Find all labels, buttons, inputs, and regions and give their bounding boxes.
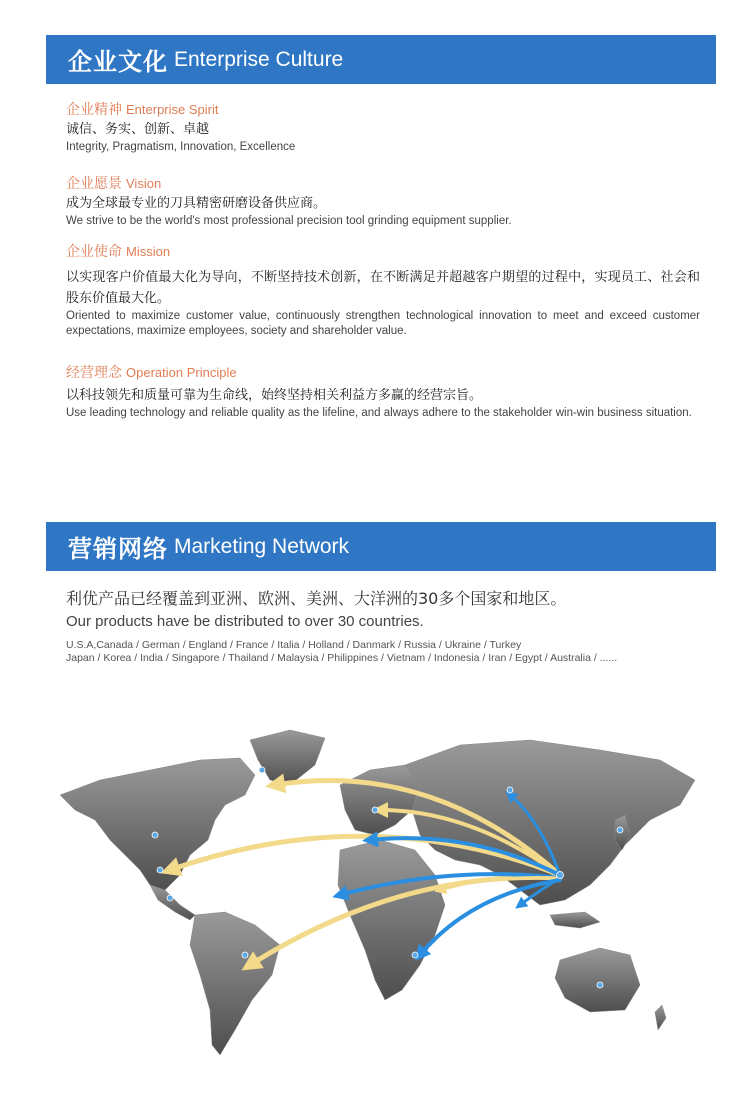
marker-brazil bbox=[242, 952, 248, 958]
world-map-illustration bbox=[40, 700, 720, 1070]
enterprise-spirit-heading bbox=[66, 101, 700, 119]
marker-usa bbox=[157, 867, 163, 873]
marketing-network-text bbox=[66, 587, 706, 665]
marketing-network-banner bbox=[46, 522, 716, 571]
central-america-landmass bbox=[150, 885, 195, 920]
mission-title-cn: 企业使命 bbox=[66, 244, 122, 260]
europe-landmass bbox=[340, 765, 420, 835]
vision-heading bbox=[66, 175, 700, 193]
marker-africa bbox=[412, 952, 418, 958]
operation-principle-heading bbox=[66, 364, 700, 382]
mission-section bbox=[66, 243, 700, 339]
operation-principle-text-en: Use leading technology and reliable quality as the lifeline, and always adhere to the stakeholder win-win business situation. bbox=[66, 407, 692, 419]
marker-japan bbox=[617, 827, 623, 833]
enterprise-spirit-title-en: Enterprise Spirit bbox=[126, 102, 219, 117]
australia-landmass bbox=[555, 948, 640, 1012]
marker-australia bbox=[597, 982, 603, 988]
vision-text-cn: 成为全球最专业的刀具精密研磨设备供应商。 bbox=[66, 196, 327, 211]
operation-principle-text-cn: 以科技领先和质量可靠为生命线，始终坚持相关利益方多赢的经营宗旨。 bbox=[66, 388, 483, 403]
south-america-landmass bbox=[190, 912, 280, 1055]
operation-principle-section bbox=[66, 364, 700, 421]
network-coverage-en: Our products have be distributed to over 30 countries. bbox=[66, 613, 424, 630]
enterprise-spirit-section bbox=[66, 101, 700, 155]
marker-greenland bbox=[259, 767, 265, 773]
vision-text-en: We strive to be the world's most professional precision tool grinding equipment supplier. bbox=[66, 215, 512, 227]
marketing-network-title-en: Marketing Network bbox=[174, 534, 350, 558]
mission-heading bbox=[66, 243, 700, 261]
operation-principle-title-cn: 经营理念 bbox=[66, 365, 122, 381]
marker-russia bbox=[507, 787, 513, 793]
countries-list bbox=[66, 639, 706, 665]
mission-title-en: Mission bbox=[126, 244, 171, 259]
enterprise-spirit-text-cn: 诚信、务实、创新、卓越 bbox=[66, 122, 210, 137]
vision-section bbox=[66, 175, 700, 229]
enterprise-culture-banner bbox=[46, 35, 716, 84]
marker-central-america bbox=[167, 895, 173, 901]
vision-title-en: Vision bbox=[126, 176, 162, 191]
enterprise-spirit-text-en: Integrity, Pragmatism, Innovation, Excellence bbox=[66, 141, 296, 153]
vision-title-cn: 企业愿景 bbox=[66, 176, 122, 192]
marker-canada bbox=[152, 832, 158, 838]
countries-line-2: Japan / Korea / India / Singapore / Thailand / Malaysia / Philippines / Vietnam / Indonesia / Iran / Egypt / Australia / ...... bbox=[66, 652, 618, 664]
enterprise-culture-title-en: Enterprise Culture bbox=[174, 47, 344, 71]
operation-principle-title-en: Operation Principle bbox=[126, 365, 237, 380]
enterprise-spirit-title-cn: 企业精神 bbox=[66, 102, 122, 118]
new-zealand-landmass bbox=[655, 1005, 666, 1030]
enterprise-culture-title-cn: 企业文化 bbox=[68, 48, 168, 76]
mission-text-en: Oriented to maximize customer value, continuously strengthen technological innovation to meet and exceed customer expectations, maximize employees, society and shareholder value. bbox=[66, 310, 700, 337]
marker-europe bbox=[372, 807, 378, 813]
countries-line-1: U.S.A,Canada / German / England / France / Italia / Holland / Danmark / Russia / Ukraine / Turkey bbox=[66, 639, 522, 651]
africa-landmass bbox=[338, 840, 445, 1000]
southeast-asia-islands bbox=[550, 912, 600, 928]
greenland-landmass bbox=[250, 730, 325, 785]
network-coverage-cn: 利优产品已经覆盖到亚洲、欧洲、美洲、大洋洲的30多个国家和地区。 bbox=[66, 589, 567, 608]
marker-china bbox=[557, 872, 564, 879]
marketing-network-title-cn: 营销网络 bbox=[68, 535, 168, 563]
mission-text-cn: 以实现客户价值最大化为导向，不断坚持技术创新，在不断满足并超越客户期望的过程中，实现员工、社会和股东价值最大化。 bbox=[66, 270, 700, 306]
